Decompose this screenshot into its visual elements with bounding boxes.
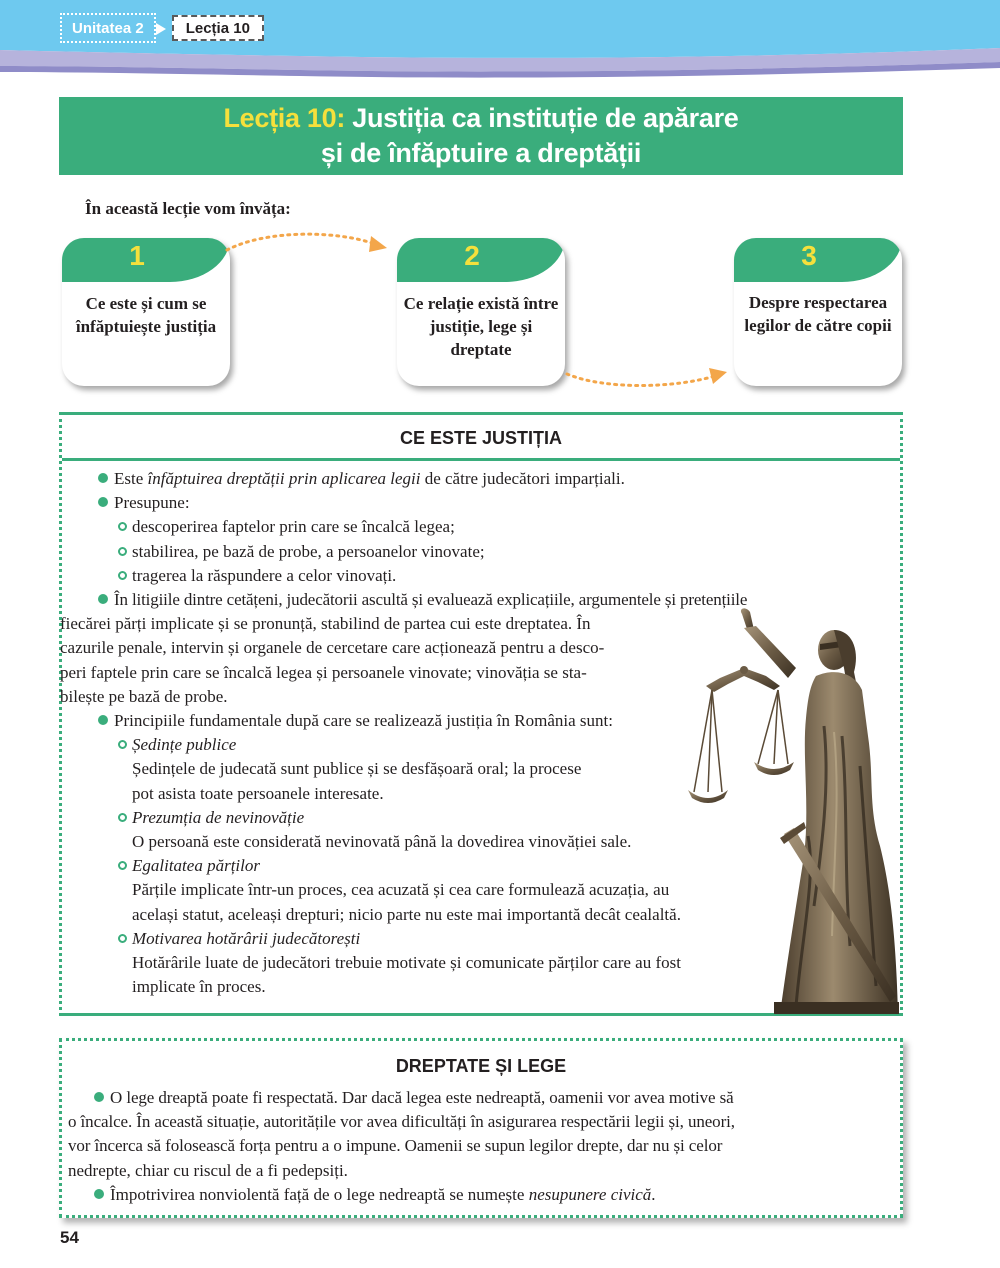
text: În litigiile dintre cetățeni, judecătorii ascultă și evaluează explicațiile, argumentele și pretențiile [114,590,748,610]
bullet-presupune [60,491,900,515]
bullet-icon [98,594,108,604]
principle-desc: Părțile implicate într-un proces, cea acuzată și cea care formulează acuzația, au [132,880,670,900]
step-text: Ce relație există între justiție, lege și dreptate [403,294,559,359]
section1-body [60,467,900,999]
sub-item [60,540,900,564]
text: . [651,1184,656,1204]
chevron-right-icon [154,22,168,36]
bullet-icon [94,1092,104,1102]
circle-bullet-icon [118,571,127,580]
bullet-nesupunere [68,1183,898,1207]
text-line: bilește pe bază de probe. [60,686,228,706]
title-text-1: Justiția ca instituție de apărare [352,103,739,133]
text: Este [114,469,148,488]
step-number: 1 [129,240,145,271]
text-line: vor încerca să folosească forța pentru a o impune. Oamenii se supun legilor drepte, dar nu și celor [68,1136,723,1156]
text: O lege dreaptă poate fi respectată. Dar dacă legea este nedreaptă, oamenii vor avea motive să [110,1088,734,1107]
bullet-icon [98,473,108,483]
text-italic: nesupunere civică [528,1184,652,1204]
text: Egalitatea părților [132,856,260,876]
step-card-1 [62,238,230,386]
principle-desc: implicate în proces. [132,977,266,997]
text: Ședințe publice [132,735,237,755]
breadcrumb [60,13,264,43]
text-line: cazurile penale, intervin și organele de cercetare care acționează pentru a desco- [60,638,605,658]
section-heading: CE ESTE JUSTIȚIA [62,415,900,461]
text: Presupune: [114,493,190,513]
title-line-2: și de înfăptuire a dreptății [320,138,642,168]
principle-name [60,854,900,878]
section2-body [68,1086,898,1207]
section-heading: DREPTATE ȘI LEGE [395,1056,567,1076]
text-italic: înfăptuirea dreptății prin aplicarea legii [147,469,421,488]
principle-desc: O persoană este considerată nevinovată până la dovedirea vinovăției sale. [132,832,632,852]
principle-desc: Hotărârile luate de judecători trebuie motivate și comunicate părților care au fost [132,953,681,973]
text: de către judecători imparțiali. [420,469,625,488]
text: Principiile fundamentale după care se realizează justiția în România sunt: [114,711,613,731]
text-line: peri faptele prin care se încalcă legea și persoanele vinovate; vinovăția se sta- [60,662,587,682]
circle-bullet-icon [118,547,127,556]
text: descoperirea faptelor prin care se încalcă legea; [132,517,455,537]
step-card-3 [734,238,902,386]
principle-desc: același statut, aceleași drepturi; nicio parte nu este mai importantă decât cealaltă. [132,904,681,924]
text: Împotrivirea nonviolentă față de o lege nedreaptă se numește [110,1184,529,1204]
step-text: Despre respectarea legilor de către copii [744,293,892,335]
principle-name [60,806,900,830]
title-line-1 [59,101,903,136]
text-line: nedrepte, chiar cu riscul de a fi pedepsiți. [68,1160,348,1180]
principle-desc: Ședințele de judecată sunt publice și se desfășoară oral; la procese [132,759,582,779]
step-number: 2 [464,240,480,271]
circle-bullet-icon [118,740,127,749]
bullet-principii [60,709,900,733]
circle-bullet-icon [118,522,127,531]
step-text: Ce este și cum se înfăptuiește justiția [75,294,217,336]
circle-bullet-icon [118,813,127,822]
text-line: fiecărei părți implicate și se pronunță, stabilind de partea cui este dreptatea. În [60,614,591,634]
lesson-number: Lecția 10: [223,103,346,133]
bullet-icon [98,497,108,507]
principle-name [60,733,900,757]
bullet-lege-dreapta [68,1086,898,1110]
bullet-icon [98,715,108,725]
sub-item [60,564,900,588]
text: Prezumția de nevinovăție [132,807,305,827]
page-number: 54 [60,1228,79,1247]
breadcrumb-lesson[interactable]: Lecția 10 [172,15,264,41]
text: tragerea la răspundere a celor vinovați. [132,565,397,585]
principle-desc: pot asista toate persoanele interesate. [132,783,384,803]
bullet-definition [60,467,900,491]
breadcrumb-unit[interactable]: Unitatea 2 [60,13,156,43]
lesson-title [59,97,903,175]
bullet-litigii [60,588,900,612]
circle-bullet-icon [118,861,127,870]
step-card-2 [397,238,565,386]
sub-item [60,515,900,539]
text-line: o încalce. În această situație, autoritățile vor avea dificultăți în asigurarea respectării legii și, uneori, [68,1112,735,1132]
text: stabilirea, pe bază de probe, a persoanelor vinovate; [132,541,485,561]
bullet-icon [94,1189,104,1199]
step-number: 3 [801,240,817,271]
intro-text: În această lecție vom învăța: [85,199,291,218]
text: Motivarea hotărârii judecătorești [132,928,361,948]
principle-name [60,927,900,951]
dotted-arrow-icon [565,362,735,392]
dotted-arrow-icon [225,228,395,258]
circle-bullet-icon [118,934,127,943]
